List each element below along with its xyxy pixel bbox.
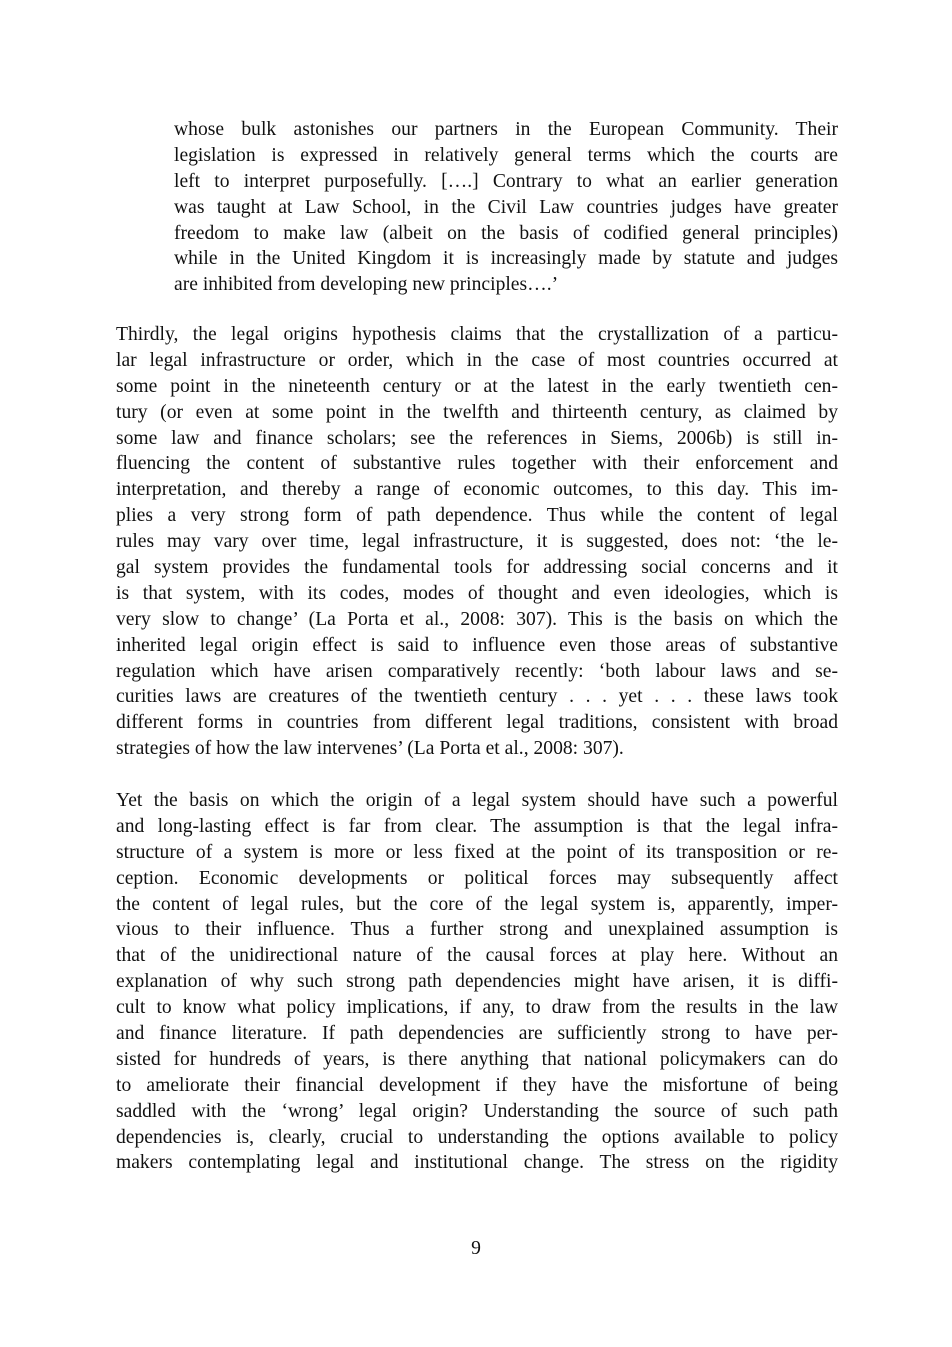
paragraph-line: some point in the nineteenth century or at the latest in the early twentieth cen- bbox=[116, 375, 838, 397]
paragraph-line: cult to know what policy implications, if any, to draw from the results in the law bbox=[116, 997, 838, 1019]
paragraph-line: different forms in countries from different legal traditions, consistent with broad bbox=[116, 712, 838, 734]
paragraph-line: that of the unidirectional nature of the causal forces at play here. Without an bbox=[116, 945, 838, 967]
paragraph-line: is that system, with its codes, modes of thought and even ideologies, which is bbox=[116, 582, 838, 604]
paragraph-line: plies a very strong form of path dependence. Thus while the content of legal bbox=[116, 505, 838, 527]
paragraph-legal-origins-hypothesis bbox=[116, 322, 838, 762]
paragraph-line: and finance literature. If path dependencies are sufficiently strong to have per- bbox=[116, 1023, 838, 1045]
paragraph-line: vious to their influence. Thus a further strong and unexplained assumption is bbox=[116, 919, 838, 941]
quote-line: are inhibited from developing new principles….’ bbox=[174, 274, 559, 296]
paragraph-path-dependence bbox=[116, 788, 838, 1176]
paragraph-line: tury (or even at some point in the twelfth and thirteenth century, as claimed by bbox=[116, 401, 838, 423]
paragraph-line: regulation which have arisen comparatively recently: ‘both labour laws and se- bbox=[116, 660, 838, 682]
block-quote bbox=[174, 117, 838, 298]
paragraph-line: structure of a system is more or less fixed at the point of its transposition or re- bbox=[116, 841, 838, 863]
paragraph-line: fluencing the content of substantive rules together with their enforcement and bbox=[116, 453, 838, 475]
paragraph-line: some law and finance scholars; see the references in Siems, 2006b) is still in- bbox=[116, 427, 838, 449]
quote-line: was taught at Law School, in the Civil Law countries judges have greater bbox=[174, 196, 838, 218]
paragraph-line: curities laws are creatures of the twentieth century . . . yet . . . these laws took bbox=[116, 686, 838, 708]
paragraph-line: explanation of why such strong path dependencies might have arisen, it is diffi- bbox=[116, 971, 838, 993]
paragraph-line: to ameliorate their financial development if they have the misfortune of being bbox=[116, 1074, 838, 1096]
paragraph-line: Yet the basis on which the origin of a legal system should have such a powerful bbox=[116, 790, 838, 811]
paragraph-line: Thirdly, the legal origins hypothesis claims that the crystallization of a particu- bbox=[116, 324, 838, 345]
paragraph-line: gal system provides the fundamental tools for addressing social concerns and it bbox=[116, 557, 838, 579]
page-number: 9 bbox=[471, 1238, 481, 1259]
paragraph-line: lar legal infrastructure or order, which in the case of most countries occurred at bbox=[116, 349, 838, 371]
paragraph-line: and long-lasting effect is far from clear. The assumption is that the legal infra- bbox=[116, 815, 838, 837]
paragraph-line: saddled with the ‘wrong’ legal origin? Understanding the source of such path bbox=[116, 1100, 838, 1122]
paragraph-line: strategies of how the law intervenes’ (La Porta et al., 2008: 307). bbox=[116, 738, 624, 760]
paragraph-line: inherited legal origin effect is said to influence even those areas of substantive bbox=[116, 634, 838, 656]
paragraph-line: very slow to change’ (La Porta et al., 2008: 307). This is the basis on which the bbox=[116, 608, 838, 630]
paragraph-line: interpretation, and thereby a range of economic outcomes, to this day. This im- bbox=[116, 479, 838, 501]
paragraph-line: the content of legal rules, but the core of the legal system is, apparently, imper- bbox=[116, 893, 838, 915]
quote-line: left to interpret purposefully. [….] Contrary to what an earlier generation bbox=[174, 170, 838, 192]
quote-line: freedom to make law (albeit on the basis of codified general principles) bbox=[174, 222, 838, 244]
quote-line: while in the United Kingdom it is increasingly made by statute and judges bbox=[174, 248, 838, 270]
paragraph-line: rules may vary over time, legal infrastructure, it is suggested, does not: ‘the le- bbox=[116, 531, 838, 553]
paragraph-line: ception. Economic developments or political forces may subsequently affect bbox=[116, 867, 838, 889]
paragraph-line: dependencies is, clearly, crucial to understanding the options available to policy bbox=[116, 1126, 838, 1148]
paragraph-line: makers contemplating legal and institutional change. The stress on the rigidity bbox=[116, 1152, 838, 1174]
quote-line: whose bulk astonishes our partners in the European Community. Their bbox=[174, 119, 838, 140]
paragraph-line: sisted for hundreds of years, is there anything that national policymakers can do bbox=[116, 1048, 838, 1070]
quote-line: legislation is expressed in relatively general terms which the courts are bbox=[174, 144, 838, 166]
